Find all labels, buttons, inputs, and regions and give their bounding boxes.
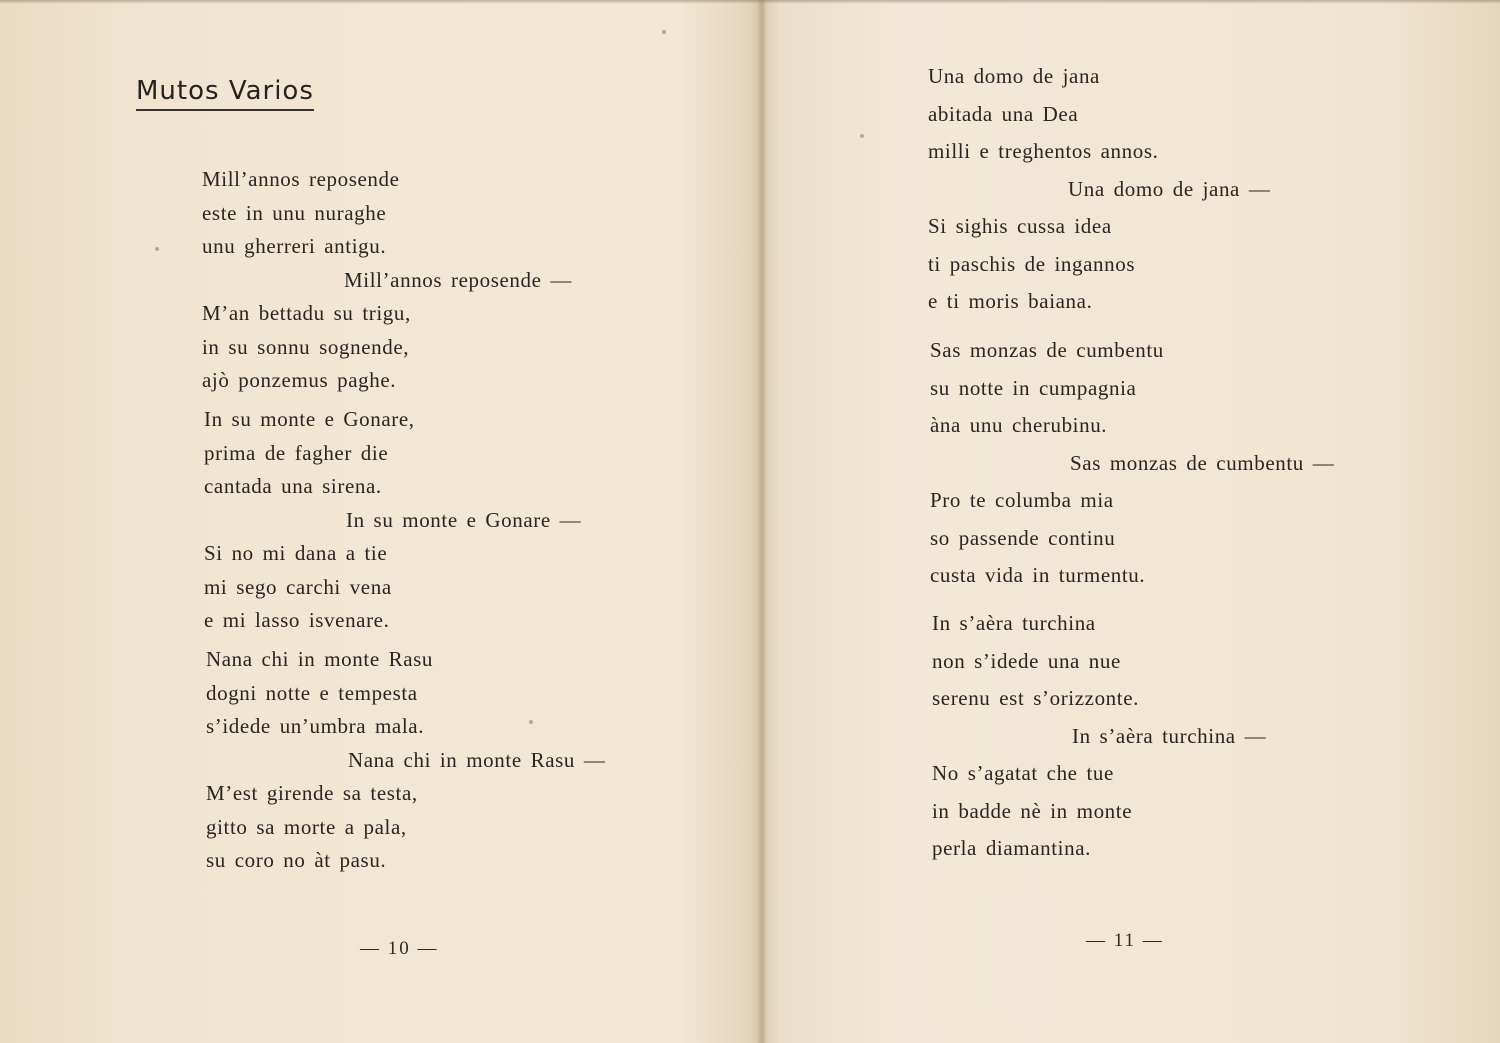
poem-line: este in unu nuraghe — [202, 200, 387, 225]
poem-refrain-line: In su monte e Gonare — — [346, 507, 582, 532]
poem-line: mi sego carchi vena — [204, 574, 392, 599]
right-page — [767, 0, 1500, 1043]
poem-line: prima de fagher die — [204, 440, 389, 465]
poem-line: M’an bettadu su trigu, — [202, 301, 411, 325]
poem-line: Si sighis cussa idea — [928, 214, 1112, 238]
poem-line: perla diamantina. — [932, 836, 1091, 860]
poem-line: Si no mi dana a tie — [204, 541, 388, 565]
poem-line: in badde nè in monte — [932, 798, 1133, 823]
poem-line: In su monte e Gonare, — [204, 407, 415, 431]
page-number: — 10 — — [360, 938, 439, 959]
poem-line: unu gherreri antigu. — [202, 234, 387, 258]
poem-line: custa vida in turmentu. — [930, 563, 1146, 587]
poem-line: cantada una sirena. — [204, 474, 382, 498]
section-title: Mutos Varios — [136, 76, 314, 111]
poem-line: ajò ponzemus paghe. — [202, 368, 397, 392]
book-gutter — [757, 0, 767, 1043]
poem-refrain-line: Nana chi in monte Rasu — — [348, 747, 606, 772]
poem-line: su coro no àt pasu. — [206, 848, 387, 872]
paper-speck — [529, 720, 533, 724]
page-number: — 11 — — [1086, 930, 1164, 951]
poem-line: in su sonnu sognende, — [202, 334, 410, 359]
poem-line: In s’aèra turchina — [932, 611, 1096, 635]
poem-refrain-line: Una domo de jana — — [1068, 176, 1271, 201]
poem-line: su notte in cumpagnia — [930, 375, 1137, 400]
stanza — [206, 643, 605, 878]
stanza — [204, 403, 581, 638]
paper-speck — [860, 134, 864, 138]
poem-refrain-line: Sas monzas de cumbentu — — [1070, 450, 1335, 475]
poem-line: e ti moris baiana. — [928, 289, 1093, 313]
poem-line: Una domo de jana — [928, 64, 1100, 88]
poem-line: non s’idede una nue — [932, 648, 1121, 673]
poem-refrain-line: In s’aèra turchina — — [1072, 723, 1267, 748]
poem-line: so passende continu — [930, 525, 1116, 550]
poem-line: gitto sa morte a pala, — [206, 814, 407, 839]
stanza — [932, 605, 1266, 868]
poem-line: àna unu cherubinu. — [930, 413, 1108, 437]
poem-line: e mi lasso isvenare. — [204, 608, 390, 632]
paper-speck — [662, 30, 666, 34]
stanza — [202, 163, 572, 398]
poem-line: serenu est s’orizzonte. — [932, 686, 1139, 710]
poem-line: abitada una Dea — [928, 101, 1079, 126]
poem-line: s’idede un’umbra mala. — [206, 714, 425, 738]
poem-line: milli e treghentos annos. — [928, 139, 1159, 163]
poem-line: M’est girende sa testa, — [206, 781, 418, 805]
stanza — [928, 58, 1270, 321]
poem-line: No s’agatat che tue — [932, 761, 1114, 785]
poem-line: ti paschis de ingannos — [928, 251, 1136, 276]
poem-line: Mill’annos reposende — [202, 167, 400, 191]
paper-speck — [155, 247, 159, 251]
poem-refrain-line: Mill’annos reposende — — [344, 267, 572, 292]
poem-line: Pro te columba mia — [930, 488, 1114, 512]
poem-line: Sas monzas de cumbentu — [930, 338, 1164, 362]
poem-line: Nana chi in monte Rasu — [206, 647, 433, 671]
poem-line: dogni notte e tempesta — [206, 680, 418, 705]
stanza — [930, 332, 1334, 595]
